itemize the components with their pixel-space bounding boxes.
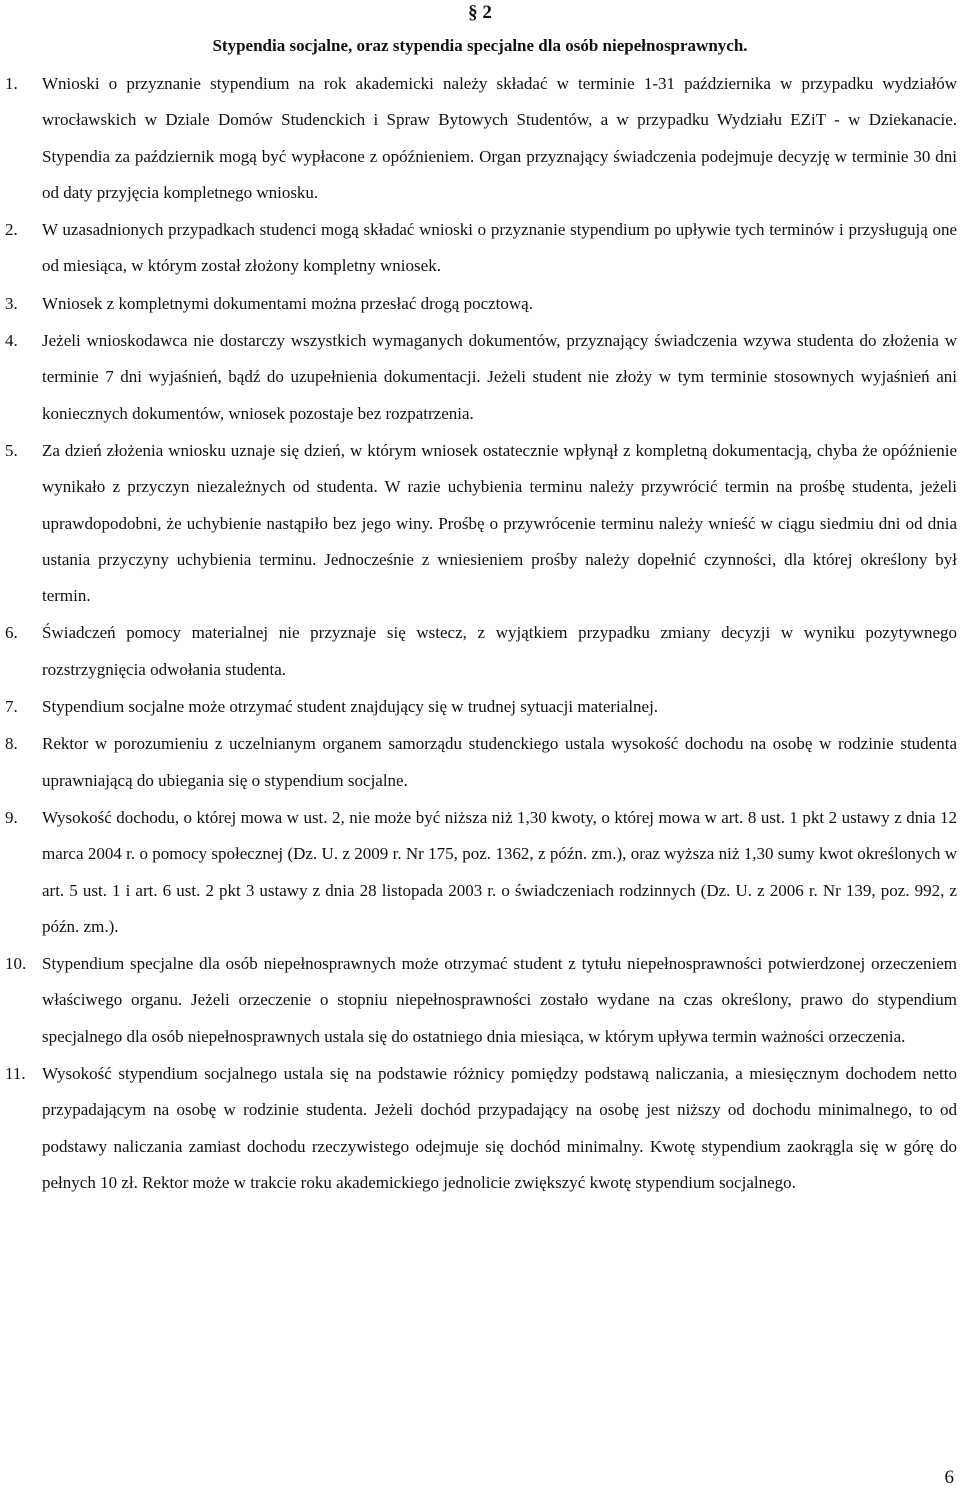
item-number: 4. bbox=[5, 331, 18, 351]
list-item bbox=[0, 946, 957, 1055]
item-text: Wniosek z kompletnymi dokumentami można przesłać drogą pocztową. bbox=[42, 293, 533, 313]
item-text: Stypendium socjalne może otrzymać student znajdujący się w trudnej sytuacji materialnej. bbox=[42, 697, 659, 717]
list-item bbox=[0, 433, 957, 614]
page-number: 6 bbox=[944, 1467, 954, 1488]
item-text: W uzasadnionych przypadkach studenci mogą składać wnioski o przyznanie stypendium po upływie tych terminów i przysługują one od miesiąca, w którym został złożony kompletny wniosek. bbox=[42, 220, 957, 276]
item-text: Wysokość stypendium socjalnego ustala się na podstawie różnicy pomiędzy podstawą naliczania, a miesięcznym dochodem netto przypadającym na osobę w rodzinie studenta. Jeżeli dochód przypadający na osobę jest niższy od dochodu minimalnego, to od podstawy naliczania zamiast dochodu rzeczywistego odejmuje się dochód minimalny. Kwotę stypendium zaokrągla się w górę do pełnych 10 zł. Rektor może w trakcie roku akademickiego jednolicie zwiększyć kwotę stypendium socjalnego. bbox=[42, 1064, 957, 1192]
item-number: 2. bbox=[5, 220, 18, 240]
regulation-list bbox=[0, 66, 960, 1202]
item-number: 6. bbox=[5, 623, 18, 643]
page-title: Stypendia socjalne, oraz stypendia specjalne dla osób niepełnosprawnych. bbox=[212, 36, 748, 55]
item-number: 11. bbox=[5, 1064, 26, 1084]
item-number: 7. bbox=[5, 697, 18, 717]
item-number: 8. bbox=[5, 734, 18, 754]
list-item bbox=[0, 615, 957, 688]
item-number: 5. bbox=[5, 440, 18, 460]
section-mark: § 2 bbox=[468, 2, 492, 23]
item-text: Rektor w porozumieniu z uczelnianym organem samorządu studenckiego ustala wysokość dochodu na osobę w rodzinie studenta uprawniającą do ubiegania się o stypendium socjalne. bbox=[42, 734, 957, 790]
item-number: 9. bbox=[5, 807, 18, 827]
list-item bbox=[0, 212, 957, 285]
item-number: 3. bbox=[5, 293, 18, 313]
item-text: Wysokość dochodu, o której mowa w ust. 2, nie może być niższa niż 1,30 kwoty, o której mowa w art. 8 ust. 1 pkt 2 ustawy z dnia 12 marca 2004 r. o pomocy społecznej (Dz. U. z 2009 r. Nr 175, poz. 1362, z późn. zm.), oraz wyższa niż 1,30 sumy kwot określonych w art. 5 ust. 1 i art. 6 ust. 2 pkt 3 ustawy z dnia 28 listopada 2003 r. o świadczeniach rodzinnych (Dz. U. z 2006 r. Nr 139, poz. 992, z późn. zm.). bbox=[42, 807, 957, 936]
item-text: Wnioski o przyznanie stypendium na rok akademicki należy składać w terminie 1-31 października w przypadku wydziałów wrocławskich w Dziale Domów Studenckich i Spraw Bytowych Studentów, a w przypadku Wydziału EZiT - w Dziekanacie. Stypendia za październik mogą być wypłacone z opóźnieniem. Organ przyznający świadczenia podejmuje decyzję w terminie 30 dni od daty przyjęcia kompletnego wniosku. bbox=[42, 74, 957, 202]
item-text: Świadczeń pomocy materialnej nie przyznaje się wstecz, z wyjątkiem przypadku zmiany decyzji w wyniku pozytywnego rozstrzygnięcia odwołania studenta. bbox=[42, 623, 957, 679]
list-item bbox=[0, 66, 957, 211]
item-text: Jeżeli wnioskodawca nie dostarczy wszystkich wymaganych dokumentów, przyznający świadczenia wzywa studenta do złożenia w terminie 7 dni wyjaśnień, bądź do uzupełnienia dokumentacji. Jeżeli student nie złoży w tym terminie stosownych wyjaśnień ani koniecznych dokumentów, wniosek pozostaje bez rozpatrzenia. bbox=[42, 331, 957, 423]
list-item bbox=[0, 689, 957, 725]
item-number: 10. bbox=[5, 954, 27, 974]
item-text: Za dzień złożenia wniosku uznaje się dzień, w którym wniosek ostatecznie wpłynął z kompletną dokumentacją, chyba że opóźnienie wynikało z przyczyn niezależnych od studenta. W razie uchybienia terminu należy przywrócić termin na prośbę studenta, jeżeli uprawdopodobni, że uchybienie nastąpiło bez jego winy. Prośbę o przywrócenie terminu należy wnieść w ciągu siedmiu dni od dnia ustania przyczyny uchybienia terminu. Jednocześnie z wniesieniem prośby należy dopełnić czynności, dla której określony był termin. bbox=[42, 440, 957, 606]
item-number: 1. bbox=[5, 74, 18, 93]
list-item bbox=[0, 800, 957, 945]
list-item bbox=[0, 323, 957, 432]
list-item bbox=[0, 726, 957, 799]
item-text: Stypendium specjalne dla osób niepełnosprawnych może otrzymać student z tytułu niepełnosprawności potwierdzonej orzeczeniem właściwego organu. Jeżeli orzeczenie o stopniu niepełnosprawności zostało wydane na czas określony, prawo do stypendium specjalnego dla osób niepełnosprawnych ustala się do ostatniego dnia miesiąca, w którym upływa termin ważności orzeczenia. bbox=[42, 954, 957, 1046]
list-item bbox=[0, 1056, 957, 1201]
list-item bbox=[0, 286, 957, 322]
